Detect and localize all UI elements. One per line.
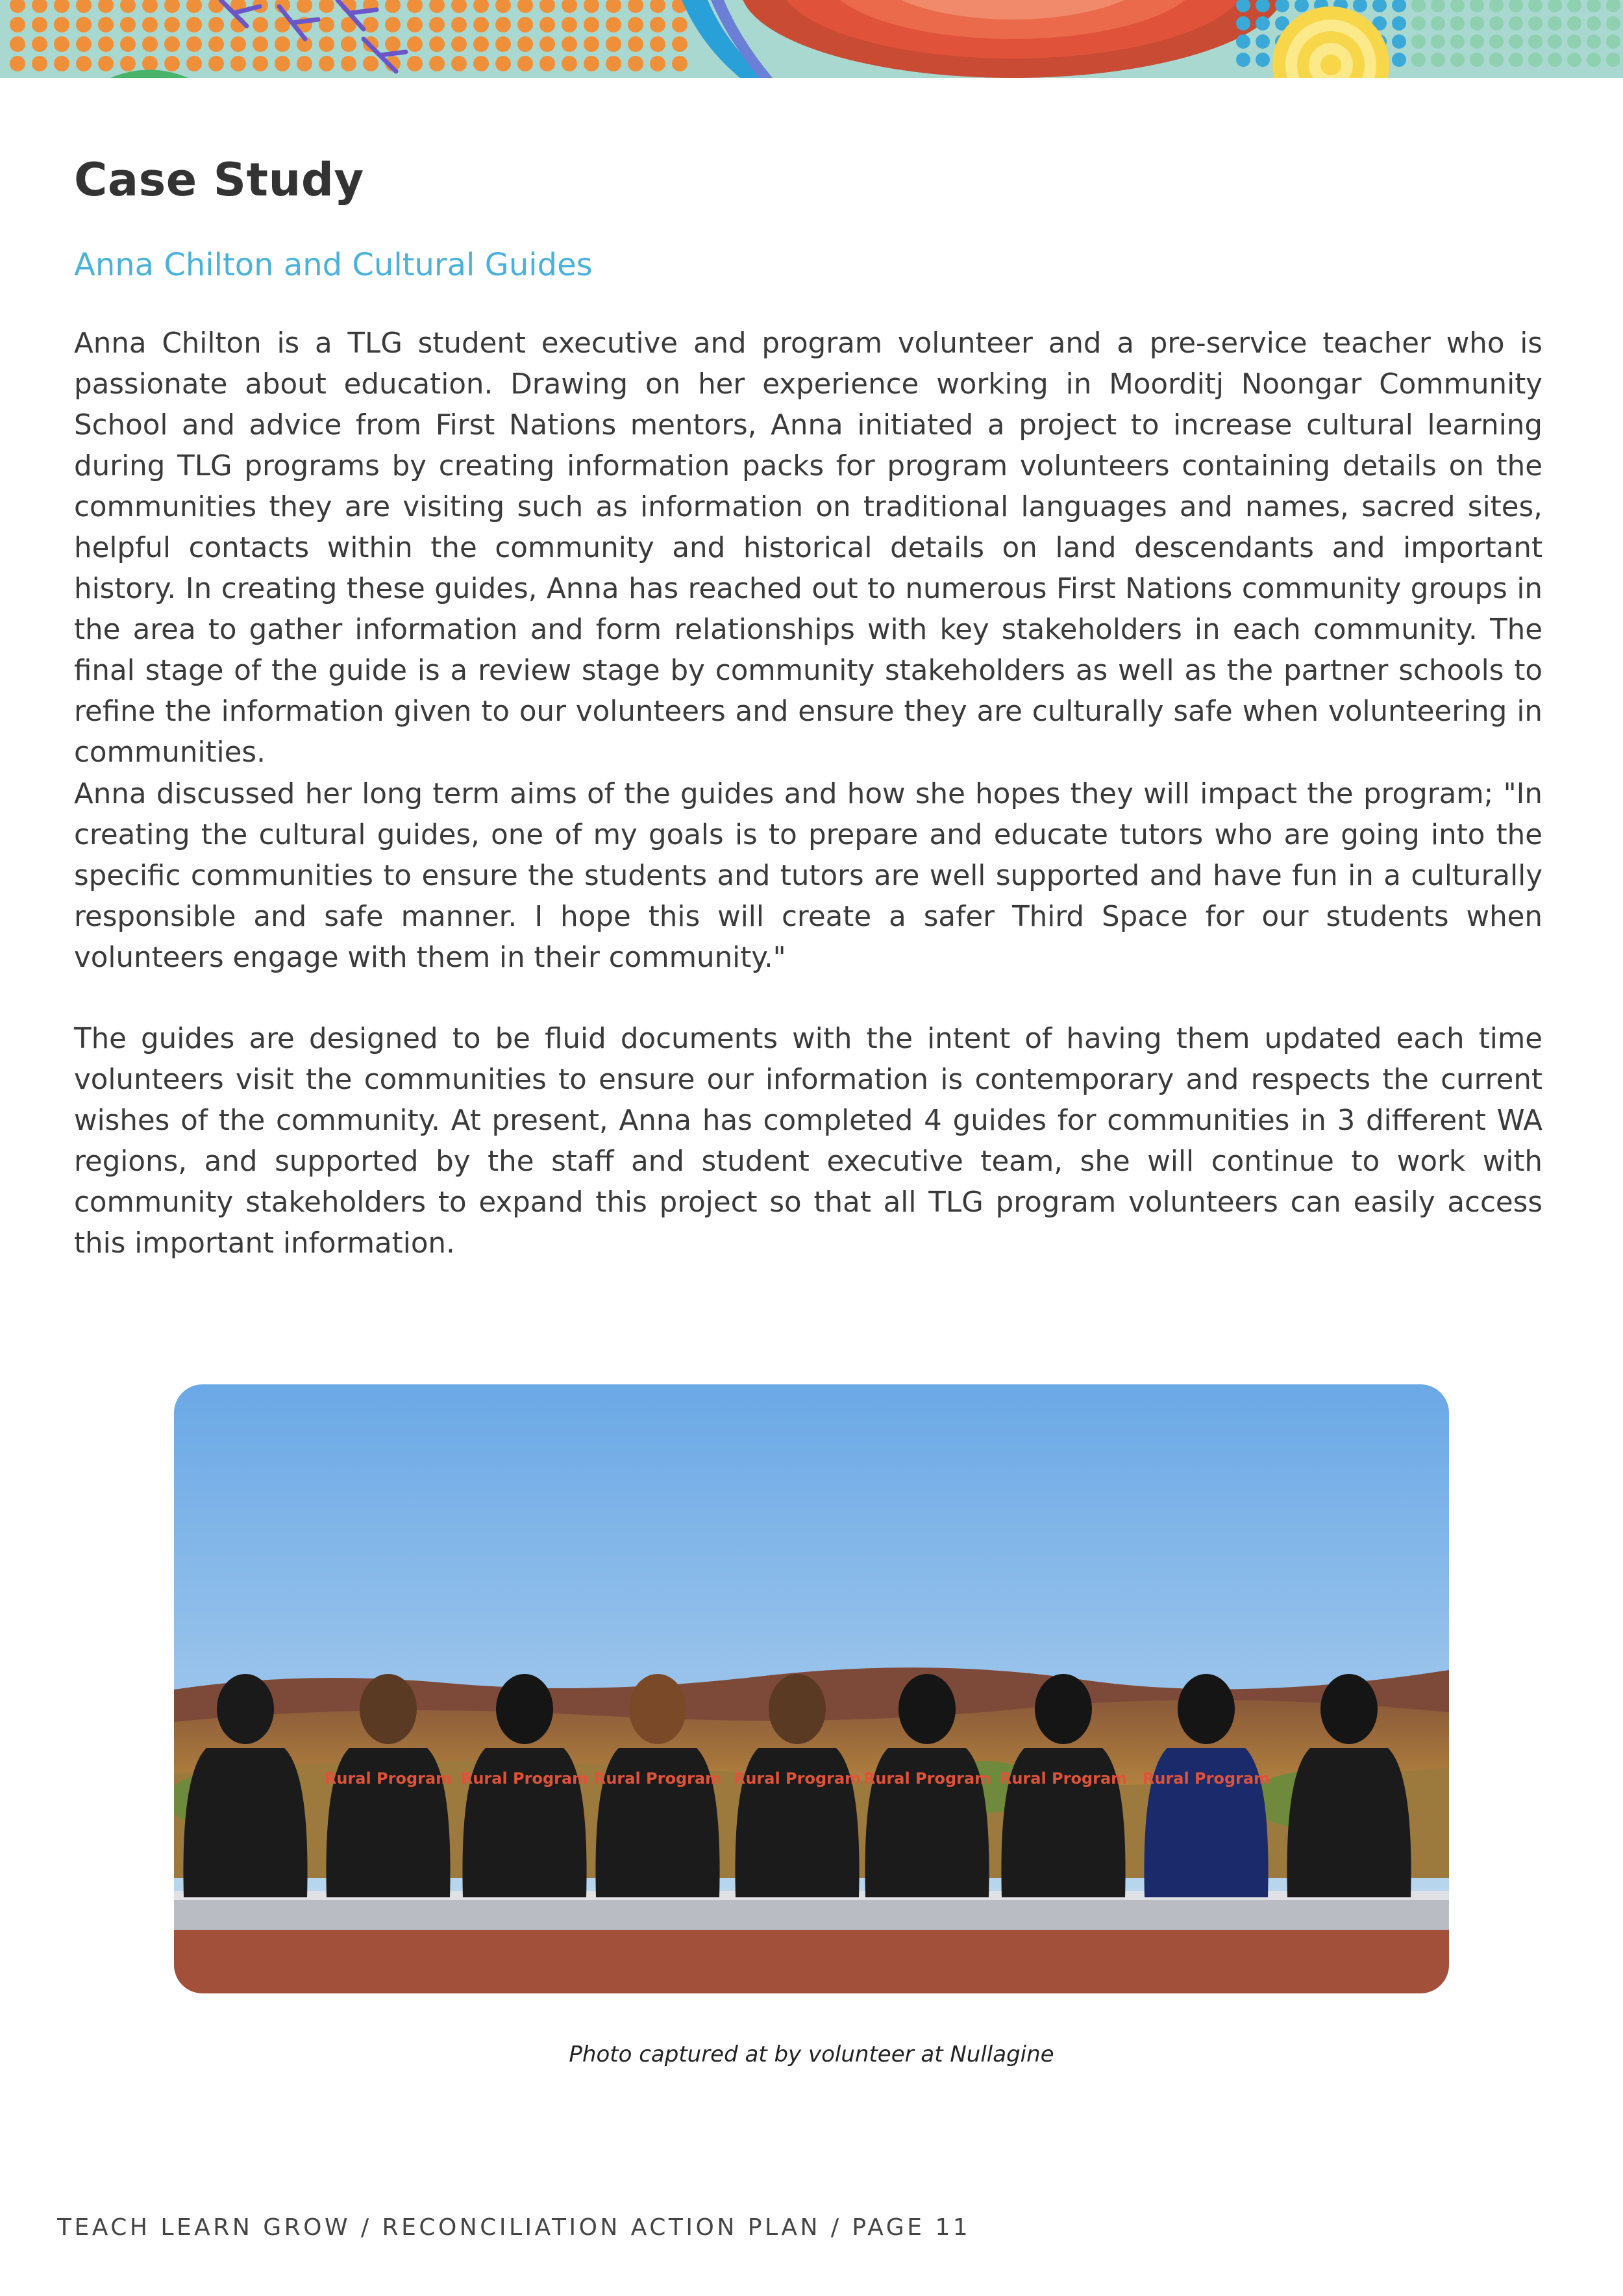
volunteers-landscape-photo [174, 1384, 1449, 1993]
shirt-label: Rural Program [460, 1769, 589, 1788]
shirt-label: Rural Program [593, 1769, 722, 1788]
decorative-art-banner [0, 0, 1623, 78]
dot-art-pattern [0, 0, 1623, 78]
photo-illustration [174, 1384, 1449, 1993]
body-paragraph-2: Anna discussed her long term aims of the guides and how she hopes they will impact the program; "In creating the cultural guides, one of my goals is to prepare and educate tutors who are going into the specific communities to ensure the students and tutors are well supported and have fun in a culturally responsible and safe manner. I hope this will create a safer Third Space for our students when volunteers engage with them in their community." [74, 778, 1542, 974]
body-paragraph-3: The guides are designed to be fluid documents with the intent of having them updated each time volunteers visit the communities to ensure our information is contemporary and respects the current wishes of the community. At present, Anna has completed 4 guides for communities in 3 different WA regions, and supported by the staff and student executive team, she will continue to work with community stakeholders to expand this project so that all TLG program volunteers can easily access this important information. [74, 1023, 1542, 1260]
shirt-label: Rural Program [1142, 1769, 1270, 1788]
shirt-label: Rural Program [863, 1769, 991, 1788]
shirt-label: Rural Program [999, 1769, 1128, 1788]
page-footer: TEACH LEARN GROW / RECONCILIATION ACTION PLAN / PAGE 11 [57, 2214, 971, 2241]
page-title: Case Study [74, 153, 364, 206]
body-paragraph-1: Anna Chilton is a TLG student executive and program volunteer and a pre-service teacher who is passionate about education. Drawing on her experience working in Moorditj Noongar Community School and advice from First Nations mentors, Anna initiated a project to increase cultural learning during TLG programs by creating information packs for program volunteers containing details on the communities they are visiting such as information on traditional languages and names, sacred sites, helpful contacts within the community and historical details on land descendants and important history. In creating these guides, Anna has reached out to numerous First Nations community groups in the area to gather information and form relationships with key stakeholders in each community. The final stage of the guide is a review stage by community stakeholders as well as the partner schools to refine the information given to our volunteers and ensure they are culturally safe when volunteering in communities. [74, 327, 1542, 769]
photo-caption: Photo captured at by volunteer at Nullagine [569, 2041, 1054, 2067]
shirt-label: Rural Program [324, 1769, 452, 1788]
case-study-subtitle: Anna Chilton and Cultural Guides [74, 247, 593, 283]
shirt-label: Rural Program [733, 1769, 861, 1788]
